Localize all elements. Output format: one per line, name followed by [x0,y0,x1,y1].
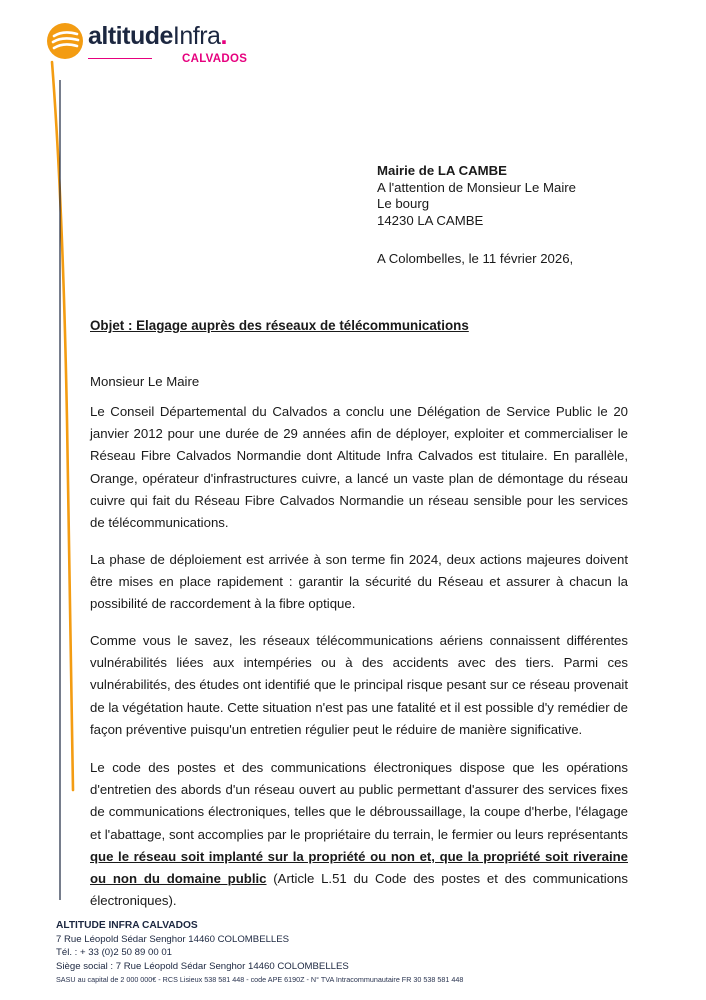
logo-subtitle: CALVADOS [182,53,248,65]
paragraph-1: Le Conseil Départemental du Calvados a conclu une Délégation de Service Public le 20 janvier 2012 pour une durée de 29 années afin de déployer, exploiter et commercialiser le Réseau Fibre Calvados Normandie dont Altitude Infra Calvados est titulaire. En parallèle, Orange, opérateur d'infrastructures cuivre, a lancé un vaste plan de démontage du réseau cuivre qui fait du Réseau Fibre Calvados Normandie un réseau sensible pour les services de télécommunications. [90,404,628,531]
footer-address: 7 Rue Léopold Sédar Senghor 14460 COLOMBELLES [56,933,290,945]
logo-wordmark [88,24,227,49]
logo-brand: altitude [88,22,173,50]
paragraph-2: La phase de déploiement est arrivée à son terme fin 2024, deux actions majeures doivent être mises en place rapidement : garantir la sécurité du Réseau et assurer à chacun la possibilité de raccordement à la fibre optique. [90,552,628,612]
footer-headquarters: Siège social : 7 Rue Léopold Sédar Senghor 14460 COLOMBELLES [56,960,349,972]
footer-company: ALTITUDE INFRA CALVADOS [56,920,198,931]
logo-product: Infra [172,22,221,50]
recipient-address [377,163,576,229]
logo-mark-icon [46,22,84,60]
paragraph-4 [90,757,628,912]
decorative-side-line [0,0,100,1000]
recipient-attention: A l'attention de Monsieur Le Maire [377,179,576,195]
logo-rule [88,58,152,59]
footer-legal: SASU au capital de 2 000 000€ - RCS Lisieux 538 581 448 - code APE 6190Z - N° TVA Intracommunautaire FR 30 538 581 448 [56,975,464,985]
recipient-name: Mairie de LA CAMBE [377,163,507,178]
letter-footer [56,919,463,987]
date-line: A Colombelles, le 11 février 2026, [377,251,574,266]
paragraph-4-end: (Article L.51 du Code des postes et des communications électroniques). [90,871,628,909]
footer-phone: Tél. : + 33 (0)2 50 89 00 01 [56,947,173,959]
company-logo [46,20,256,68]
salutation: Monsieur Le Maire [90,374,200,389]
recipient-address-line-1: Le bourg [377,196,430,211]
paragraph-4-emphasis: que le réseau soit implanté sur la propriété ou non et, que la propriété soit riveraine ou non du domaine public [90,848,628,887]
paragraph-3: Comme vous le savez, les réseaux télécommunications aériens connaissent différentes vulnérabilités liées aux intempéries ou à des accidents avec des tiers. Parmi ces vulnérabilités, des études ont identifié que le principal risque pesant sur ce réseau provenait de la végétation haute. Cette situation n'est pas une fatalité et il est possible d'y remédier de façon préventive puisqu'un entretien régulier peut le réduire de manière significative. [90,633,628,737]
logo-dot: . [220,22,228,50]
letter-subject: Objet : Elagage auprès des réseaux de télécommunications [90,318,469,333]
paragraph-4-start: Le code des postes et des communications électroniques dispose que les opérations d'entretien des abords d'un réseau ouvert au public permettant d'assurer des services fixes de communications électroniques, telles que le débroussaillage, la coupe d'herbe, l'élagage et l'abattage, sont accomplies par le propriétaire du terrain, le fermier ou leurs représentants [90,760,628,842]
recipient-address-line-2: 14230 LA CAMBE [377,212,484,228]
